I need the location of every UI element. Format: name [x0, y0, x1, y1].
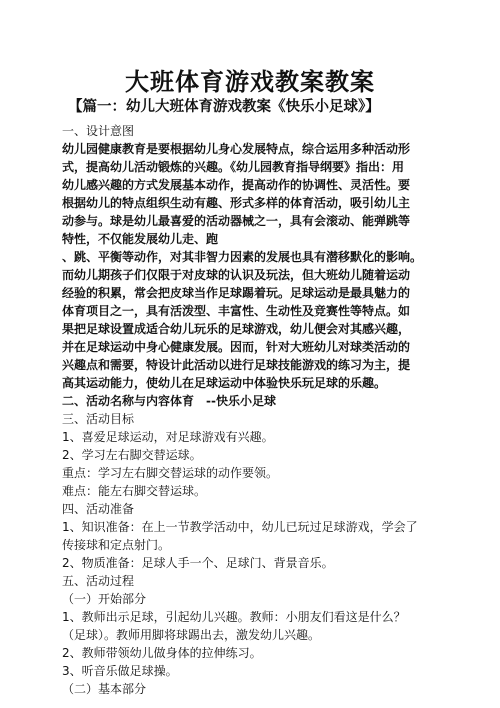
subsection-heading-main: （二）基本部分 [62, 682, 147, 696]
process-item: 1、教师出示足球，引起幼儿兴趣。教师：小朋友们看这是什么？ [62, 610, 406, 624]
paragraph-line: 经验的积累，常会把皮球当作足球踢着玩。足球运动是最具魅力的 [62, 286, 411, 300]
key-point: 重点：学习左右脚交替运球的动作要领。 [62, 466, 279, 480]
subsection-heading-opening: （一）开始部分 [62, 592, 147, 606]
section-heading-activity-name: 二、活动名称与内容体育 --快乐小足球 [62, 394, 276, 408]
section-heading-preparation: 四、活动准备 [62, 502, 135, 516]
process-item: 3、听音乐做足球操。 [62, 664, 178, 678]
process-item-continued: （足球）。教师用脚将球踢出去，激发幼儿兴趣。 [62, 628, 321, 642]
preparation-item: 2、物质准备：足球人手一个、足球门、背景音乐。 [62, 556, 334, 570]
goal-item: 1、喜爱足球运动，对足球游戏有兴趣。 [62, 430, 274, 444]
paragraph-line: 特性，不仅能发展幼儿走、跑 [62, 232, 219, 246]
paragraph-line: 幼儿园健康教育是要根据幼儿身心发展特点，综合运用多种活动形 [62, 142, 411, 156]
preparation-item-continued: 传接球和定点射门。 [62, 538, 171, 552]
paragraph-line: 而幼儿期孩子们仅限于对皮球的认识及玩法，但大班幼儿随着运动 [62, 268, 411, 282]
paragraph-line: 动参与。球是幼儿最喜爱的活动器械之一，具有会滚动、能弹跳等 [62, 214, 411, 228]
paragraph-line: 根据幼儿的特点组织生动有趣、形式多样的体育活动，吸引幼儿主 [62, 196, 411, 210]
paragraph-line: 幼儿感兴趣的方式发展基本动作，提高动作的协调性、灵活性。要 [62, 178, 411, 192]
difficulty-point: 难点：能左右脚交替运球。 [62, 484, 207, 498]
section-heading-process: 五、活动过程 [62, 574, 135, 588]
paragraph-line: 体育项目之一，具有活泼型、丰富性、生动性及竞赛性等特点。如 [62, 304, 411, 318]
section-heading-activity-goals: 三、活动目标 [62, 412, 135, 426]
process-item: 2、教师带领幼儿做身体的拉伸练习。 [62, 646, 262, 660]
document-title: 大班体育游戏教案教案 [125, 68, 375, 96]
paragraph-line: 式，提高幼儿活动锻炼的兴趣。《幼儿园教育指导纲要》指出：用 [62, 160, 405, 174]
preparation-item: 1、知识准备：在上一节教学活动中，幼儿已玩过足球游戏，学会了 [62, 520, 418, 534]
document-subtitle: 【篇一：幼儿大班体育游戏教案《快乐小足球》】 [68, 99, 380, 115]
paragraph-line: 果把足球设置成适合幼儿玩乐的足球游戏，幼儿便会对其感兴趣， [62, 322, 411, 336]
section-heading-design-intent: 一、设计意图 [62, 124, 135, 138]
paragraph-line: 高其运动能力，使幼儿在足球运动中体验快乐玩足球的乐趣。 [62, 376, 387, 390]
paragraph-line: 并在足球运动中身心健康发展。因而，针对大班幼儿对球类活动的 [62, 340, 411, 354]
paragraph-line: 兴趣点和需要，特设计此活动以进行足球技能游戏的练习为主，提 [62, 358, 411, 372]
paragraph-line: 、跳、平衡等动作，对其非智力因素的发展也具有潜移默化的影响。 [62, 250, 423, 264]
goal-item: 2、学习左右脚交替运球。 [62, 448, 202, 462]
